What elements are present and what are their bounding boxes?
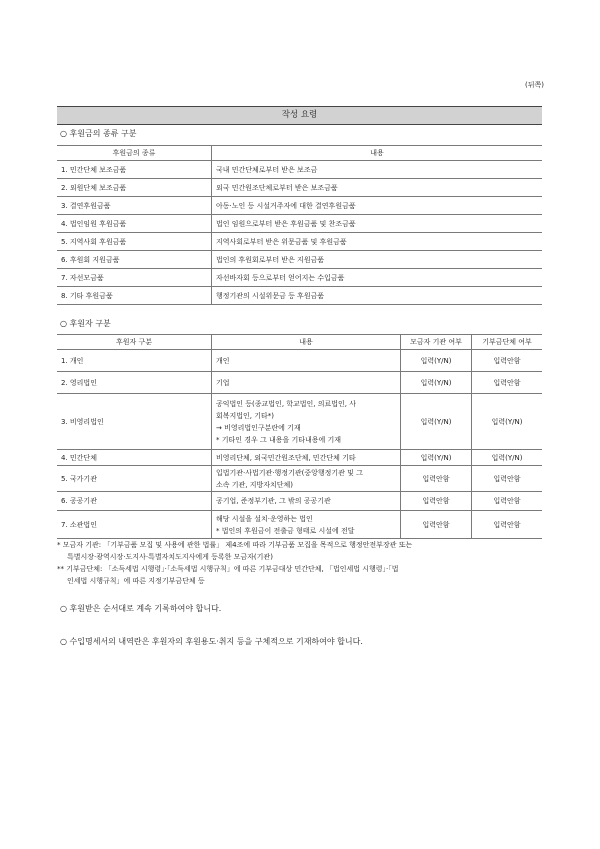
charity-org-cell: 입력(Y/N) xyxy=(472,450,543,466)
charity-org-cell: 입력(Y/N) xyxy=(472,394,543,450)
footnote-line: 인세법 시행규칙」에 따른 지정기부금단체 등 xyxy=(67,577,205,585)
donor-type-cell: 3. 비영리법인 xyxy=(57,394,212,450)
donor-content-cell xyxy=(212,394,401,450)
donor-org-cell: 입력안함 xyxy=(401,466,472,492)
table-row xyxy=(57,251,542,269)
donation-type-cell: 1. 민간단체 보조금품 xyxy=(57,161,212,179)
section-heading-donation-types: ○ 후원금의 종류 구분 xyxy=(60,129,137,138)
donor-content-cell: 공기업, 준정부기관, 그 밖의 공공기관 xyxy=(212,492,401,511)
footnotes xyxy=(57,539,542,587)
donor-org-cell: 입력안함 xyxy=(401,492,472,511)
donation-types-table xyxy=(57,145,542,305)
column-header: 기부금단체 여부 xyxy=(472,335,543,350)
page-label: (뒤쪽) xyxy=(525,81,544,89)
content-line: 소속 기관, 지방자치단체) xyxy=(216,480,294,489)
donor-type-cell: 7. 소관법인 xyxy=(57,511,212,539)
column-header: 후원자 구분 xyxy=(57,335,212,350)
instruction-detail-field: ○ 수입명세서의 내역란은 후원자의 후원용도·취지 등을 구체적으로 기재하여야 합니다. xyxy=(60,637,363,646)
table-row xyxy=(57,287,542,305)
page-title: 작성 요령 xyxy=(57,106,542,125)
table-row xyxy=(57,161,542,179)
content-line: 회복지법인, 기타*) xyxy=(216,411,275,420)
table-row xyxy=(57,197,542,215)
donor-content-cell: 비영리단체, 외국민간원조단체, 민간단체 기타 xyxy=(212,450,401,466)
column-header: 내용 xyxy=(212,335,401,350)
donation-content-cell: 자선바자회 등으로부터 얻어지는 수입금품 xyxy=(212,269,543,287)
table-row xyxy=(57,350,542,372)
donor-org-cell: 입력(Y/N) xyxy=(401,372,472,394)
table-row xyxy=(57,269,542,287)
content-line: 공익법인 등(종교법인, 학교법인, 의료법인, 사 xyxy=(216,399,357,408)
table-row xyxy=(57,450,542,466)
table-row xyxy=(57,372,542,394)
donation-type-cell: 8. 기타 후원금품 xyxy=(57,287,212,305)
donation-content-cell: 행정기관의 시설위문금 등 후원금품 xyxy=(212,287,543,305)
donation-type-cell: 2. 외원단체 보조금품 xyxy=(57,179,212,197)
donation-type-cell: 4. 법인임원 후원금품 xyxy=(57,215,212,233)
donor-types-table xyxy=(57,334,542,539)
content-line: * 기타인 경우 그 내용을 기타내용에 기재 xyxy=(216,435,342,444)
donor-org-cell: 입력(Y/N) xyxy=(401,450,472,466)
donation-type-cell: 6. 후원회 지원금품 xyxy=(57,251,212,269)
donation-type-cell: 7. 자선모금품 xyxy=(57,269,212,287)
table-row xyxy=(57,466,542,492)
column-header: 내용 xyxy=(212,146,543,161)
donor-type-cell: 6. 공공기관 xyxy=(57,492,212,511)
donor-content-cell xyxy=(212,511,401,539)
column-header: 후원금의 종류 xyxy=(57,146,212,161)
content-line: 해당 시설을 설치·운영하는 법인 xyxy=(216,514,313,523)
donation-content-cell: 법인 임원으로부터 받은 후원금품 및 찬조금품 xyxy=(212,215,543,233)
donor-type-cell: 1. 개인 xyxy=(57,350,212,372)
table-row xyxy=(57,492,542,511)
section-heading-donor-types: ○ 후원자 구분 xyxy=(60,319,111,328)
donor-content-cell: 기업 xyxy=(212,372,401,394)
donor-org-cell: 입력(Y/N) xyxy=(401,350,472,372)
donor-type-cell: 4. 민간단체 xyxy=(57,450,212,466)
charity-org-cell: 입력안함 xyxy=(472,350,543,372)
donor-content-cell: 개인 xyxy=(212,350,401,372)
table-row xyxy=(57,394,542,450)
donor-type-cell: 2. 영리법인 xyxy=(57,372,212,394)
table-header-row xyxy=(57,335,542,350)
table-row xyxy=(57,233,542,251)
donor-org-cell: 입력(Y/N) xyxy=(401,394,472,450)
table-row xyxy=(57,179,542,197)
table-header-row xyxy=(57,146,542,161)
donation-content-cell: 지역사회로부터 받은 위문금품 및 후원금품 xyxy=(212,233,543,251)
content-line: → 비영리법인구분란에 기재 xyxy=(216,423,301,432)
instruction-record-order: ○ 후원받은 순서대로 계속 기록하여야 합니다. xyxy=(60,604,222,613)
donor-org-cell: 입력안함 xyxy=(401,511,472,539)
donor-content-cell xyxy=(212,466,401,492)
footnote-line: * 모금자 기관: 「기부금품 모집 및 사용에 관한 법률」 제4조에 따라 기부금품 모집을 목적으로 행정안전부장관 또는 xyxy=(57,541,413,549)
charity-org-cell: 입력안함 xyxy=(472,492,543,511)
content-line: 입법기관·사법기관·행정기관(중앙행정기관 및 그 xyxy=(216,468,363,477)
donation-type-cell: 5. 지역사회 후원금품 xyxy=(57,233,212,251)
donor-type-cell: 5. 국가기관 xyxy=(57,466,212,492)
charity-org-cell: 입력안함 xyxy=(472,372,543,394)
charity-org-cell: 입력안함 xyxy=(472,466,543,492)
donation-content-cell: 국내 민간단체로부터 받은 보조금 xyxy=(212,161,543,179)
table-row xyxy=(57,215,542,233)
footnote-line: ** 기부금단체: 「소득세법 시행령」·「소득세법 시행규칙」에 따른 기부금대상 민간단체, 「법인세법 시행령」·「법 xyxy=(57,565,399,573)
column-header: 모금자 기관 여부 xyxy=(401,335,472,350)
content-line: * 법인의 후원금이 전출금 형태로 시설에 전달 xyxy=(216,526,355,535)
donation-content-cell: 법인의 후원회로부터 받은 지원금품 xyxy=(212,251,543,269)
footnote-line: 특별시장·광역시장·도지사·특별자치도지사에게 등록한 모금자(기관) xyxy=(67,553,273,561)
table-row xyxy=(57,511,542,539)
donation-type-cell: 3. 결연후원금품 xyxy=(57,197,212,215)
donation-content-cell: 아동·노인 등 시설거주자에 대한 결연후원금품 xyxy=(212,197,543,215)
donation-content-cell: 외국 민간원조단체로부터 받은 보조금품 xyxy=(212,179,543,197)
charity-org-cell: 입력안함 xyxy=(472,511,543,539)
